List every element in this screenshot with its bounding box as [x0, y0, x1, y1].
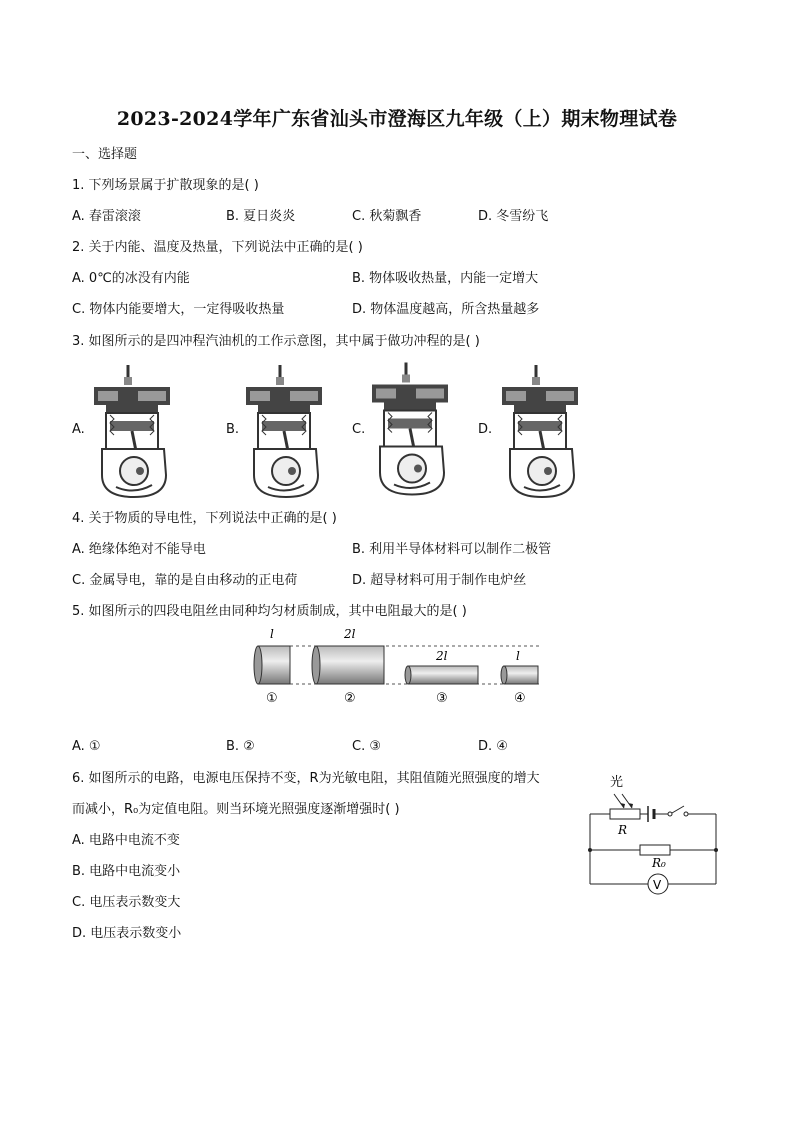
q6-stem-line1: 6. 如图所示的电路，电源电压保持不变，R为光敏电阻，其阻值随光照强度的增大 [72, 771, 540, 786]
q4-option-a: A. 绝缘体绝对不能导电 [72, 542, 206, 557]
circuit-diagram [586, 770, 720, 896]
q3-option-d: D. [478, 422, 493, 437]
wire3-number: ③ [436, 691, 448, 706]
voltmeter-label: V [653, 878, 662, 892]
photoresistor-r [610, 809, 640, 819]
q4-option-d: D. 超导材料可用于制作电炉丝 [352, 573, 527, 588]
q3-stem: 3. 如图所示的是四冲程汽油机的工作示意图，其中属于做功冲程的是( ) [72, 334, 480, 349]
q6-option-c: C. 电压表示数变大 [72, 895, 181, 910]
q3-option-a: A. [72, 422, 85, 437]
q6-option-a: A. 电路中电流不变 [72, 833, 180, 848]
q4-option-b: B. 利用半导体材料可以制作二极管 [352, 542, 552, 557]
q5-option-c: C. ③ [352, 739, 381, 754]
engine-diagram-d [496, 365, 586, 500]
light-label: 光 [610, 775, 624, 790]
wire1-number: ① [266, 691, 278, 706]
q4-stem: 4. 关于物质的导电性，下列说法中正确的是( ) [72, 511, 337, 526]
q6-option-b: B. 电路中电流变小 [72, 864, 181, 879]
q5-stem: 5. 如图所示的四段电阻丝由同种均匀材质制成，其中电阻最大的是( ) [72, 604, 467, 619]
q1-stem: 1. 下列场景属于扩散现象的是( ) [72, 178, 259, 193]
q3-option-b: B. [226, 422, 240, 437]
q6-option-d: D. 电压表示数变小 [72, 926, 182, 941]
q5-option-b: B. ② [226, 739, 255, 754]
q1-option-b: B. 夏日炎炎 [226, 209, 296, 224]
engine-diagram-c [366, 360, 456, 500]
r-label: R [618, 823, 628, 837]
section-heading: 一、选择题 [72, 147, 138, 162]
q2-option-c: C. 物体内能要增大，一定得吸收热量 [72, 302, 285, 317]
wire2-number: ② [344, 691, 356, 706]
q1-option-a: A. 春雷滚滚 [72, 209, 141, 224]
q5-option-a: A. ① [72, 739, 101, 754]
switch-icon [668, 812, 672, 816]
q6-stem-line2: 而减小，R₀为定值电阻。则当环境光照强度逐渐增强时( ) [72, 802, 400, 817]
q2-option-b: B. 物体吸收热量，内能一定增大 [352, 271, 539, 286]
fixed-resistor-r0 [640, 845, 670, 855]
engine-diagram-a [88, 365, 178, 500]
resistor-wires-figure [250, 624, 550, 708]
engine-diagram-b [240, 365, 330, 500]
q2-stem: 2. 关于内能、温度及热量，下列说法中正确的是( ) [72, 240, 363, 255]
wire4-number: ④ [514, 691, 526, 706]
wire2-length-label: 2l [344, 627, 356, 641]
q1-option-c: C. 秋菊飘香 [352, 209, 422, 224]
q2-option-a: A. 0℃的冰没有内能 [72, 271, 190, 286]
q4-option-c: C. 金属导电，靠的是自由移动的正电荷 [72, 573, 298, 588]
q3-option-c: C. [352, 422, 366, 437]
q2-option-d: D. 物体温度越高，所含热量越多 [352, 302, 540, 317]
wire4-length-label: l [516, 649, 520, 663]
q5-option-d: D. ④ [478, 739, 508, 754]
wire3-length-label: 2l [436, 649, 448, 663]
wire1-length-label: l [270, 627, 274, 641]
q1-option-d: D. 冬雪纷飞 [478, 209, 549, 224]
page-title: 2023-2024学年广东省汕头市澄海区九年级（上）期末物理试卷 [116, 108, 678, 130]
r0-label: R₀ [652, 856, 666, 870]
